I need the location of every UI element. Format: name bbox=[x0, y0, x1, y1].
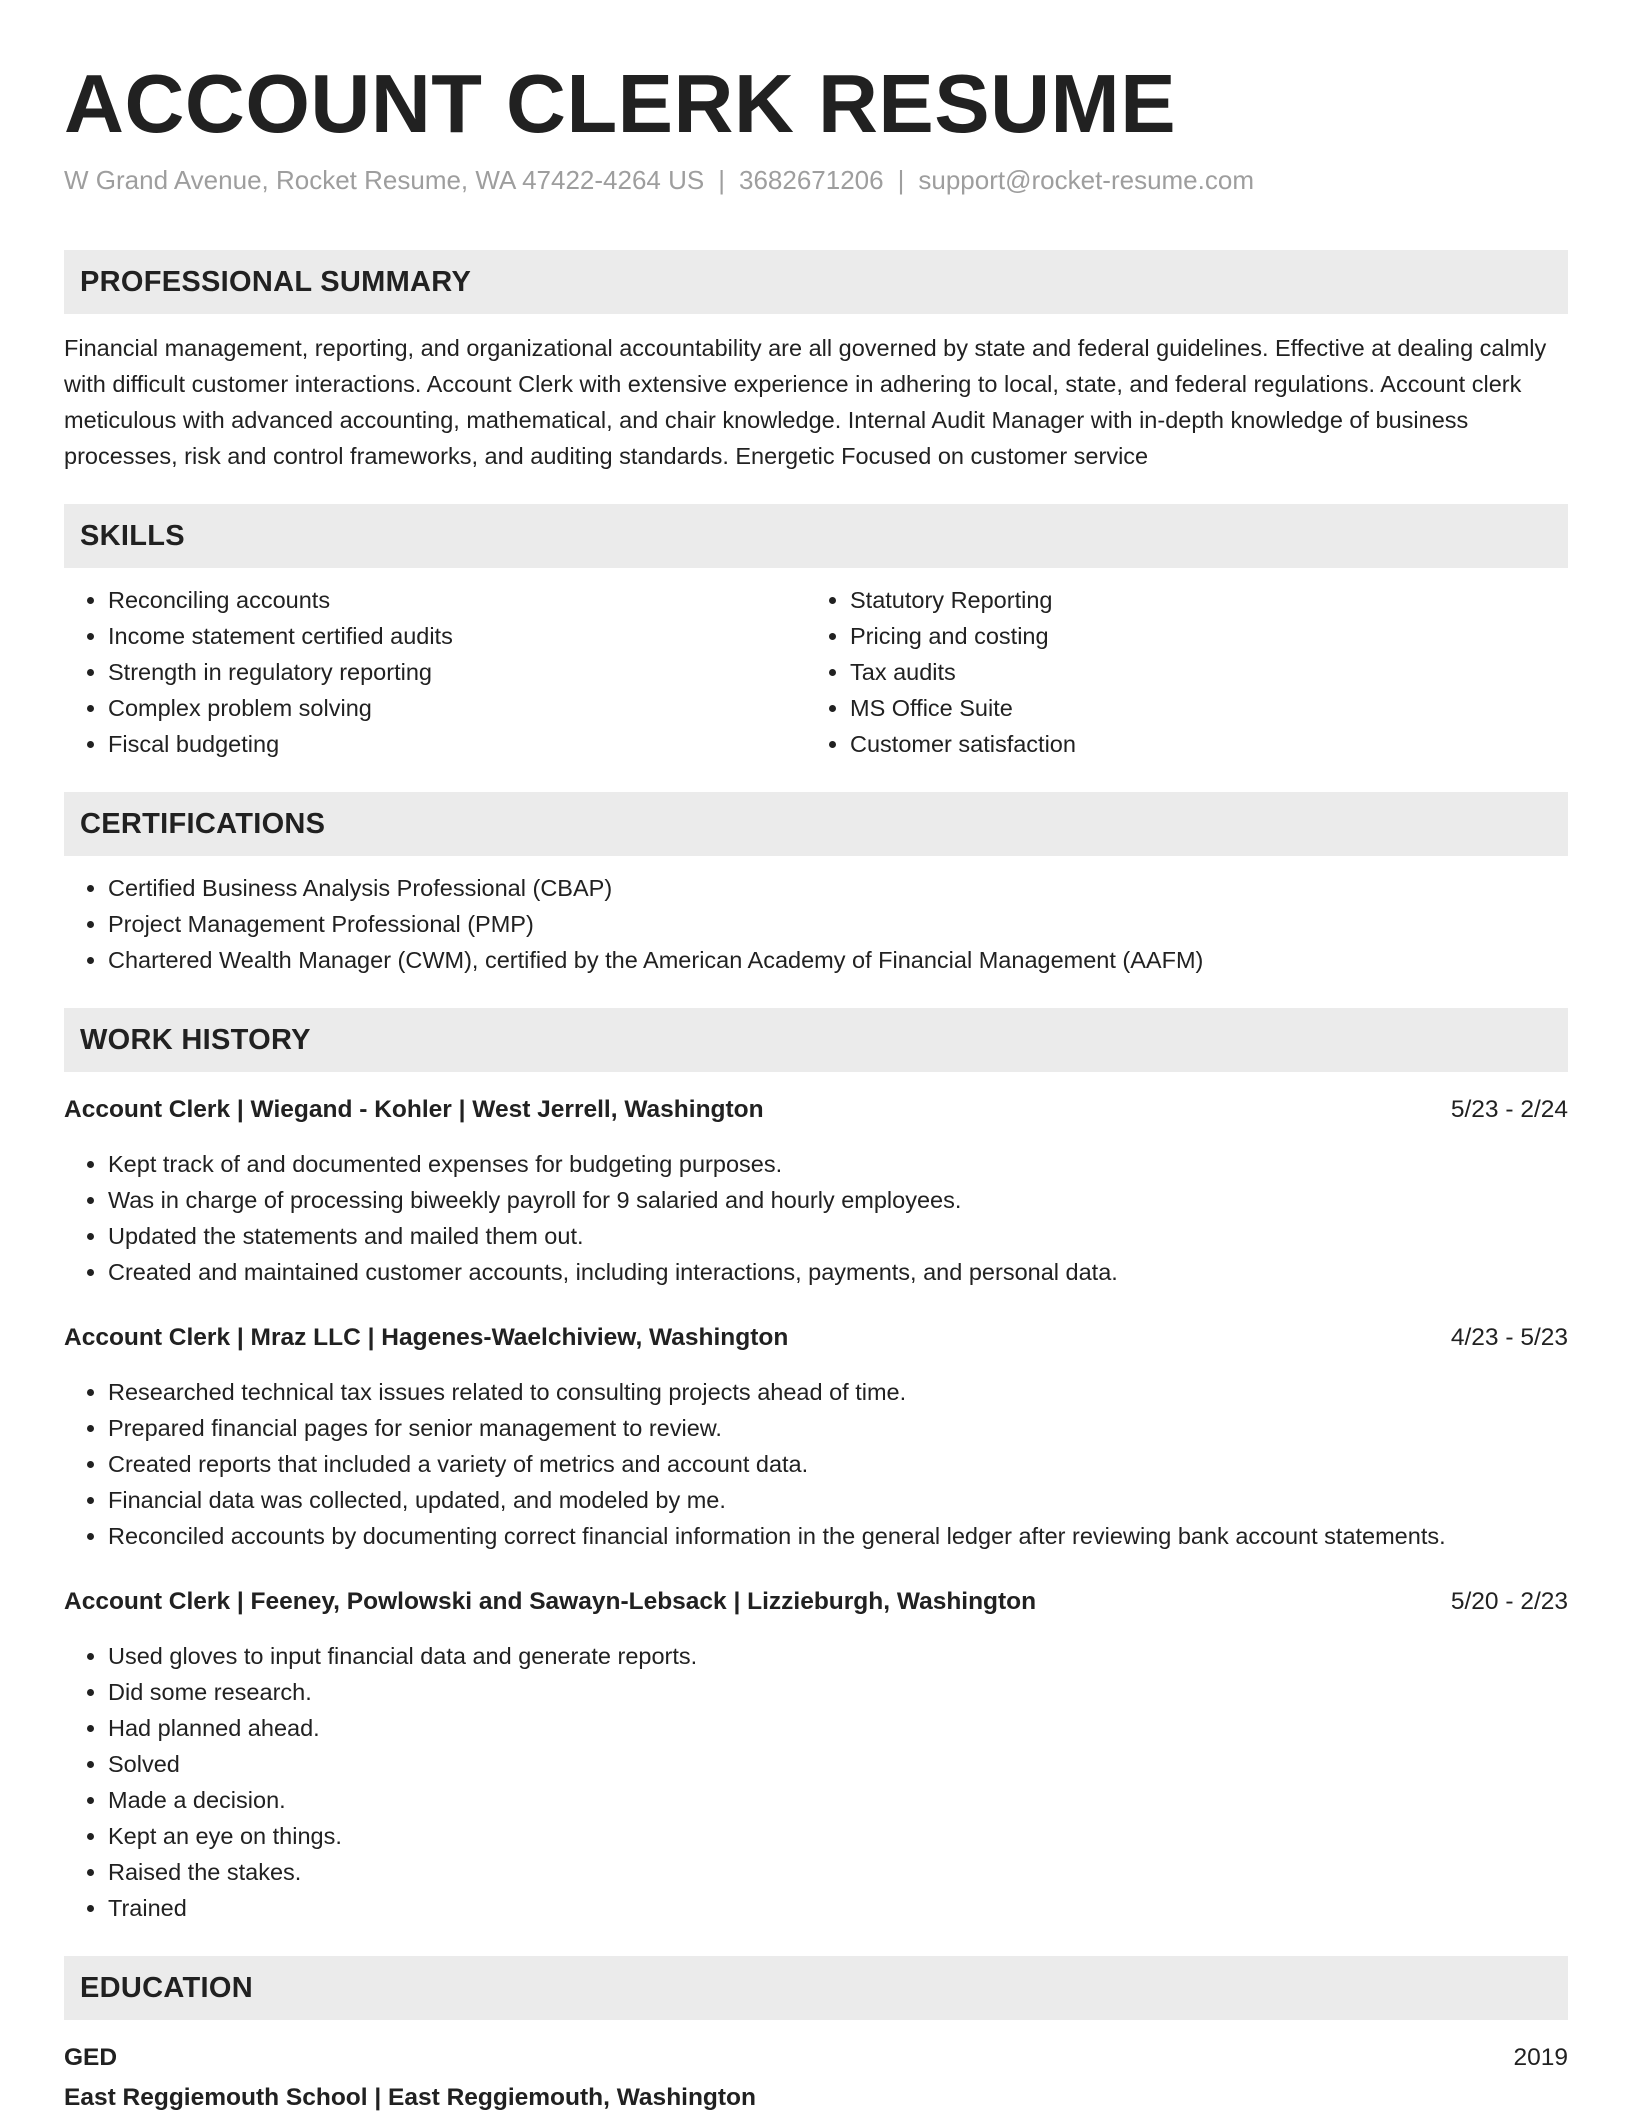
job-bullet: • Raised the stakes. bbox=[108, 1854, 1568, 1890]
job-header bbox=[64, 1092, 1568, 1128]
job-bullet: • Created and maintained customer accounts, including interactions, payments, and personal data. bbox=[108, 1254, 1568, 1290]
education-degree: GED bbox=[64, 2044, 118, 2071]
contact-phone: 3682671206 bbox=[739, 165, 884, 195]
job-entry bbox=[64, 1320, 1568, 1554]
skills-list-left bbox=[64, 582, 806, 762]
job-dates: 5/20 - 2/23 bbox=[1450, 1588, 1568, 1615]
contact-line bbox=[64, 162, 1568, 198]
resume-page bbox=[64, 56, 1568, 2116]
skill-item: • Strength in regulatory reporting bbox=[108, 654, 806, 690]
job-bullet: • Kept an eye on things. bbox=[108, 1818, 1568, 1854]
skill-item: • Income statement certified audits bbox=[108, 618, 806, 654]
skills-list-right bbox=[806, 582, 1548, 762]
resume-title: ACCOUNT CLERK RESUME bbox=[64, 57, 1177, 150]
skills-grid bbox=[64, 582, 1568, 762]
education-school: East Reggiemouth School | East Reggiemouth, Washington bbox=[64, 2084, 756, 2111]
job-header bbox=[64, 1320, 1568, 1356]
job-bullet: • Prepared financial pages for senior management to review. bbox=[108, 1410, 1568, 1446]
skill-item: • Statutory Reporting bbox=[850, 582, 1548, 618]
skill-item: • Pricing and costing bbox=[850, 618, 1548, 654]
job-bullets bbox=[64, 1146, 1568, 1290]
section-heading-education: EDUCATION bbox=[64, 1956, 1568, 2020]
job-bullets bbox=[64, 1638, 1568, 1926]
job-bullet: • Did some research. bbox=[108, 1674, 1568, 1710]
skill-item: • Fiscal budgeting bbox=[108, 726, 806, 762]
job-entry bbox=[64, 1584, 1568, 1926]
contact-separator: | bbox=[897, 165, 905, 195]
certification-item: • Certified Business Analysis Professional (CBAP) bbox=[108, 870, 1568, 906]
job-bullet: • Trained bbox=[108, 1890, 1568, 1926]
job-bullet: • Made a decision. bbox=[108, 1782, 1568, 1818]
job-bullet: • Was in charge of processing biweekly payroll for 9 salaried and hourly employees. bbox=[108, 1182, 1568, 1218]
certification-item: • Chartered Wealth Manager (CWM), certified by the American Academy of Financial Management (AAFM) bbox=[108, 942, 1568, 978]
job-bullet: • Used gloves to input financial data and generate reports. bbox=[108, 1638, 1568, 1674]
job-title: Account Clerk | Mraz LLC | Hagenes-Waelchiview, Washington bbox=[64, 1324, 789, 1351]
section-heading-certifications: CERTIFICATIONS bbox=[64, 792, 1568, 856]
education-header bbox=[64, 2040, 1568, 2076]
section-heading-skills: SKILLS bbox=[64, 504, 1568, 568]
job-bullet: • Created reports that included a variety of metrics and account data. bbox=[108, 1446, 1568, 1482]
section-heading-work-history: WORK HISTORY bbox=[64, 1008, 1568, 1072]
skill-item: • Complex problem solving bbox=[108, 690, 806, 726]
job-header bbox=[64, 1584, 1568, 1620]
certifications-list bbox=[64, 870, 1568, 978]
certification-item: • Project Management Professional (PMP) bbox=[108, 906, 1568, 942]
job-dates: 5/23 - 2/24 bbox=[1450, 1096, 1568, 1123]
skill-item: • Tax audits bbox=[850, 654, 1548, 690]
contact-separator: | bbox=[718, 165, 725, 195]
job-title: Account Clerk | Feeney, Powlowski and Sawayn-Lebsack | Lizzieburgh, Washington bbox=[64, 1588, 1037, 1615]
education-entry bbox=[64, 2040, 1568, 2116]
skill-item: • Customer satisfaction bbox=[850, 726, 1548, 762]
job-bullet: • Updated the statements and mailed them out. bbox=[108, 1218, 1568, 1254]
job-bullet: • Financial data was collected, updated, and modeled by me. bbox=[108, 1482, 1568, 1518]
job-bullet: • Kept track of and documented expenses for budgeting purposes. bbox=[108, 1146, 1568, 1182]
contact-email: support@rocket-resume.com bbox=[918, 165, 1254, 195]
job-bullets bbox=[64, 1374, 1568, 1554]
section-heading-summary: PROFESSIONAL SUMMARY bbox=[64, 250, 1568, 314]
job-bullet: • Researched technical tax issues related to consulting projects ahead of time. bbox=[108, 1374, 1568, 1410]
job-bullet: • Had planned ahead. bbox=[108, 1710, 1568, 1746]
job-bullet: • Solved bbox=[108, 1746, 1568, 1782]
job-title: Account Clerk | Wiegand - Kohler | West Jerrell, Washington bbox=[64, 1096, 764, 1123]
summary-text: Financial management, reporting, and organizational accountability are all governed by state and federal guidelines. Effective at dealing calmly with difficult customer interactions. Account Clerk with extensive experience in adhering to local, state, and federal regulations. Account clerk meticulous with advanced accounting, mathematical, and chair knowledge. Internal Audit Manager with in-depth knowledge of business processes, risk and control frameworks, and auditing standards. Energetic Focused on customer service bbox=[64, 335, 1547, 469]
job-dates: 4/23 - 5/23 bbox=[1450, 1324, 1568, 1351]
skill-item: • Reconciling accounts bbox=[108, 582, 806, 618]
skill-item: • MS Office Suite bbox=[850, 690, 1548, 726]
job-entry bbox=[64, 1092, 1568, 1290]
education-year: 2019 bbox=[1513, 2044, 1568, 2071]
contact-address: W Grand Avenue, Rocket Resume, WA 47422-4264 US bbox=[64, 165, 705, 195]
job-bullet: • Reconciled accounts by documenting correct financial information in the general ledger after reviewing bank account statements. bbox=[108, 1518, 1568, 1554]
